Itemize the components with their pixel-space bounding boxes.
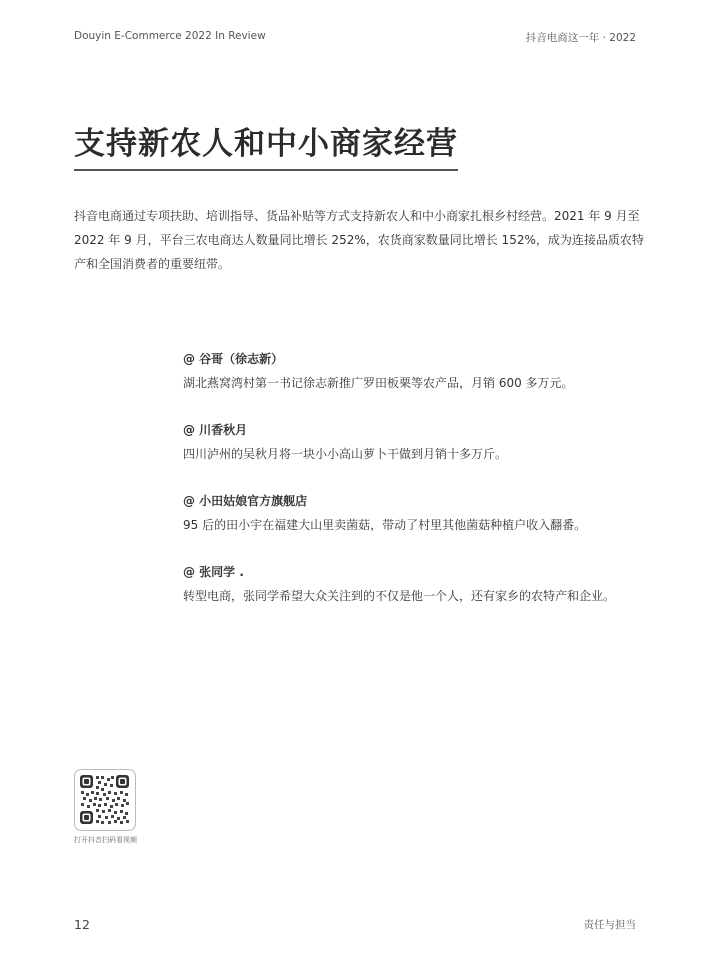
profile-list (183, 348, 653, 632)
qr-code-graphic (79, 774, 130, 825)
footer-section-title: 责任与担当 (583, 919, 636, 931)
profile-handle: @ 小田姑娘官方旗舰店 (183, 494, 308, 508)
page-title: 支持新农人和中小商家经营 (74, 118, 458, 171)
profile-item (183, 561, 653, 609)
profile-description: 95 后的田小宇在福建大山里卖菌菇，带动了村里其他菌菇种植户收入翻番。 (183, 518, 587, 532)
profile-handle: @ 张同学 . (183, 565, 244, 579)
profile-handle: @ 川香秋月 (183, 423, 248, 437)
profile-description: 四川泸州的吴秋月将一块小小高山萝卜干做到月销十多万斤。 (183, 447, 508, 461)
qr-code-icon[interactable] (74, 769, 136, 831)
profile-item (183, 419, 653, 467)
profile-description: 转型电商，张同学希望大众关注到的不仅是他一个人，还有家乡的农特产和企业。 (183, 589, 616, 603)
profile-item (183, 490, 653, 538)
profile-description: 湖北燕窝湾村第一书记徐志新推广罗田板栗等农产品，月销 600 多万元。 (183, 376, 574, 390)
intro-paragraph: 抖音电商通过专项扶助、培训指导、货品补贴等方式支持新农人和中小商家扎根乡村经营。2021 年 9 月至 2022 年 9 月，平台三农电商达人数量同比增长 252%，农货商家数量同比增长 152%，成为连接品质农特产和全国消费者的重要纽带。 (74, 209, 644, 271)
header-report-title: Douyin E-Commerce 2022 In Review (74, 30, 266, 42)
profile-handle: @ 谷哥（徐志新） (183, 352, 284, 366)
header-report-title-cn: 抖音电商这一年 · 2022 (525, 32, 636, 44)
page-number: 12 (74, 917, 90, 932)
title-block (74, 118, 458, 171)
profile-item (183, 348, 653, 396)
qr-caption: 打开抖音扫码看视频 (74, 836, 137, 844)
